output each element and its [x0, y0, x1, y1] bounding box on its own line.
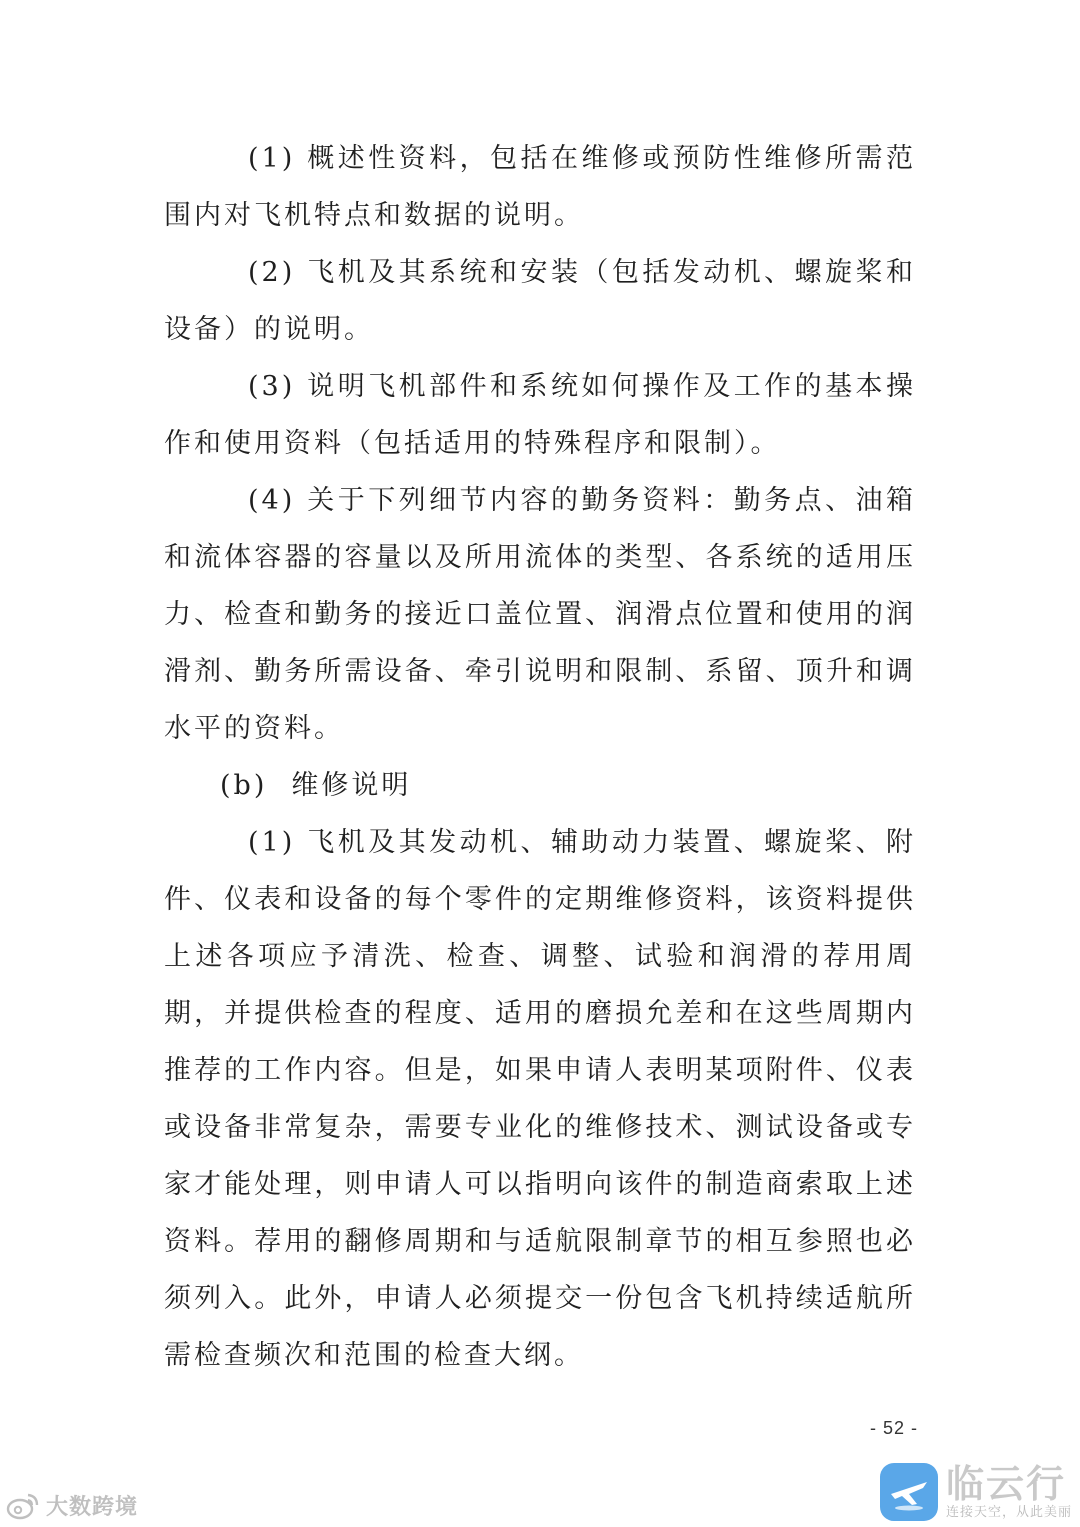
- watermark-right: [880, 1463, 1072, 1521]
- watermark-left: [6, 1490, 138, 1521]
- airplane-logo-icon: [880, 1463, 938, 1521]
- subparagraph-1: (1) 飞机及其发动机、辅助动力装置、螺旋桨、附件、仪表和设备的每个零件的定期维修资料，该资料提供上述各项应予清洗、检查、调整、试验和润滑的荐用周期，并提供检查的程度、适用的磨损允差和在这些周期内推荐的工作内容。但是，如果申请人表明某项附件、仪表或设备非常复杂，需要专业化的维修技术、测试设备或专家才能处理，则申请人可以指明向该件的制造商索取上述资料。荐用的翻修周期和与适航限制章节的相互参照也必须列入。此外，申请人必须提交一份包含飞机持续适航所需检查频次和范围的检查大纲。: [164, 827, 916, 1371]
- watermark-left-text: 大数跨境: [46, 1495, 139, 1520]
- weibo-style-icon: [6, 1492, 40, 1520]
- paragraph-1: (1) 概述性资料，包括在维修或预防性维修所需范围内对飞机特点和数据的说明。: [164, 143, 916, 231]
- paragraph-4: (4) 关于下列细节内容的勤务资料：勤务点、油箱和流体容器的容量以及所用流体的类型、各系统的适用压力、检查和勤务的接近口盖位置、润滑点位置和使用的润滑剂、勤务所需设备、牵引说明和限制、系留、顶升和调水平的资料。: [164, 485, 916, 744]
- paragraph-3: (3) 说明飞机部件和系统如何操作及工作的基本操作和使用资料（包括适用的特殊程序和限制）。: [164, 371, 916, 459]
- watermark-slogan: 连接天空，从此美丽: [945, 1505, 1072, 1520]
- section-label: (b): [220, 770, 268, 801]
- page-number: - 52 -: [869, 1418, 918, 1438]
- section-title: 维修说明: [291, 770, 412, 801]
- section-heading-b: [164, 757, 916, 814]
- watermark-right-text: [946, 1463, 1072, 1521]
- document-body: [164, 130, 916, 1384]
- paragraph-2: (2) 飞机及其系统和安装（包括发动机、螺旋桨和设备）的说明。: [164, 257, 916, 345]
- watermark-brand: 临云行: [945, 1462, 1066, 1506]
